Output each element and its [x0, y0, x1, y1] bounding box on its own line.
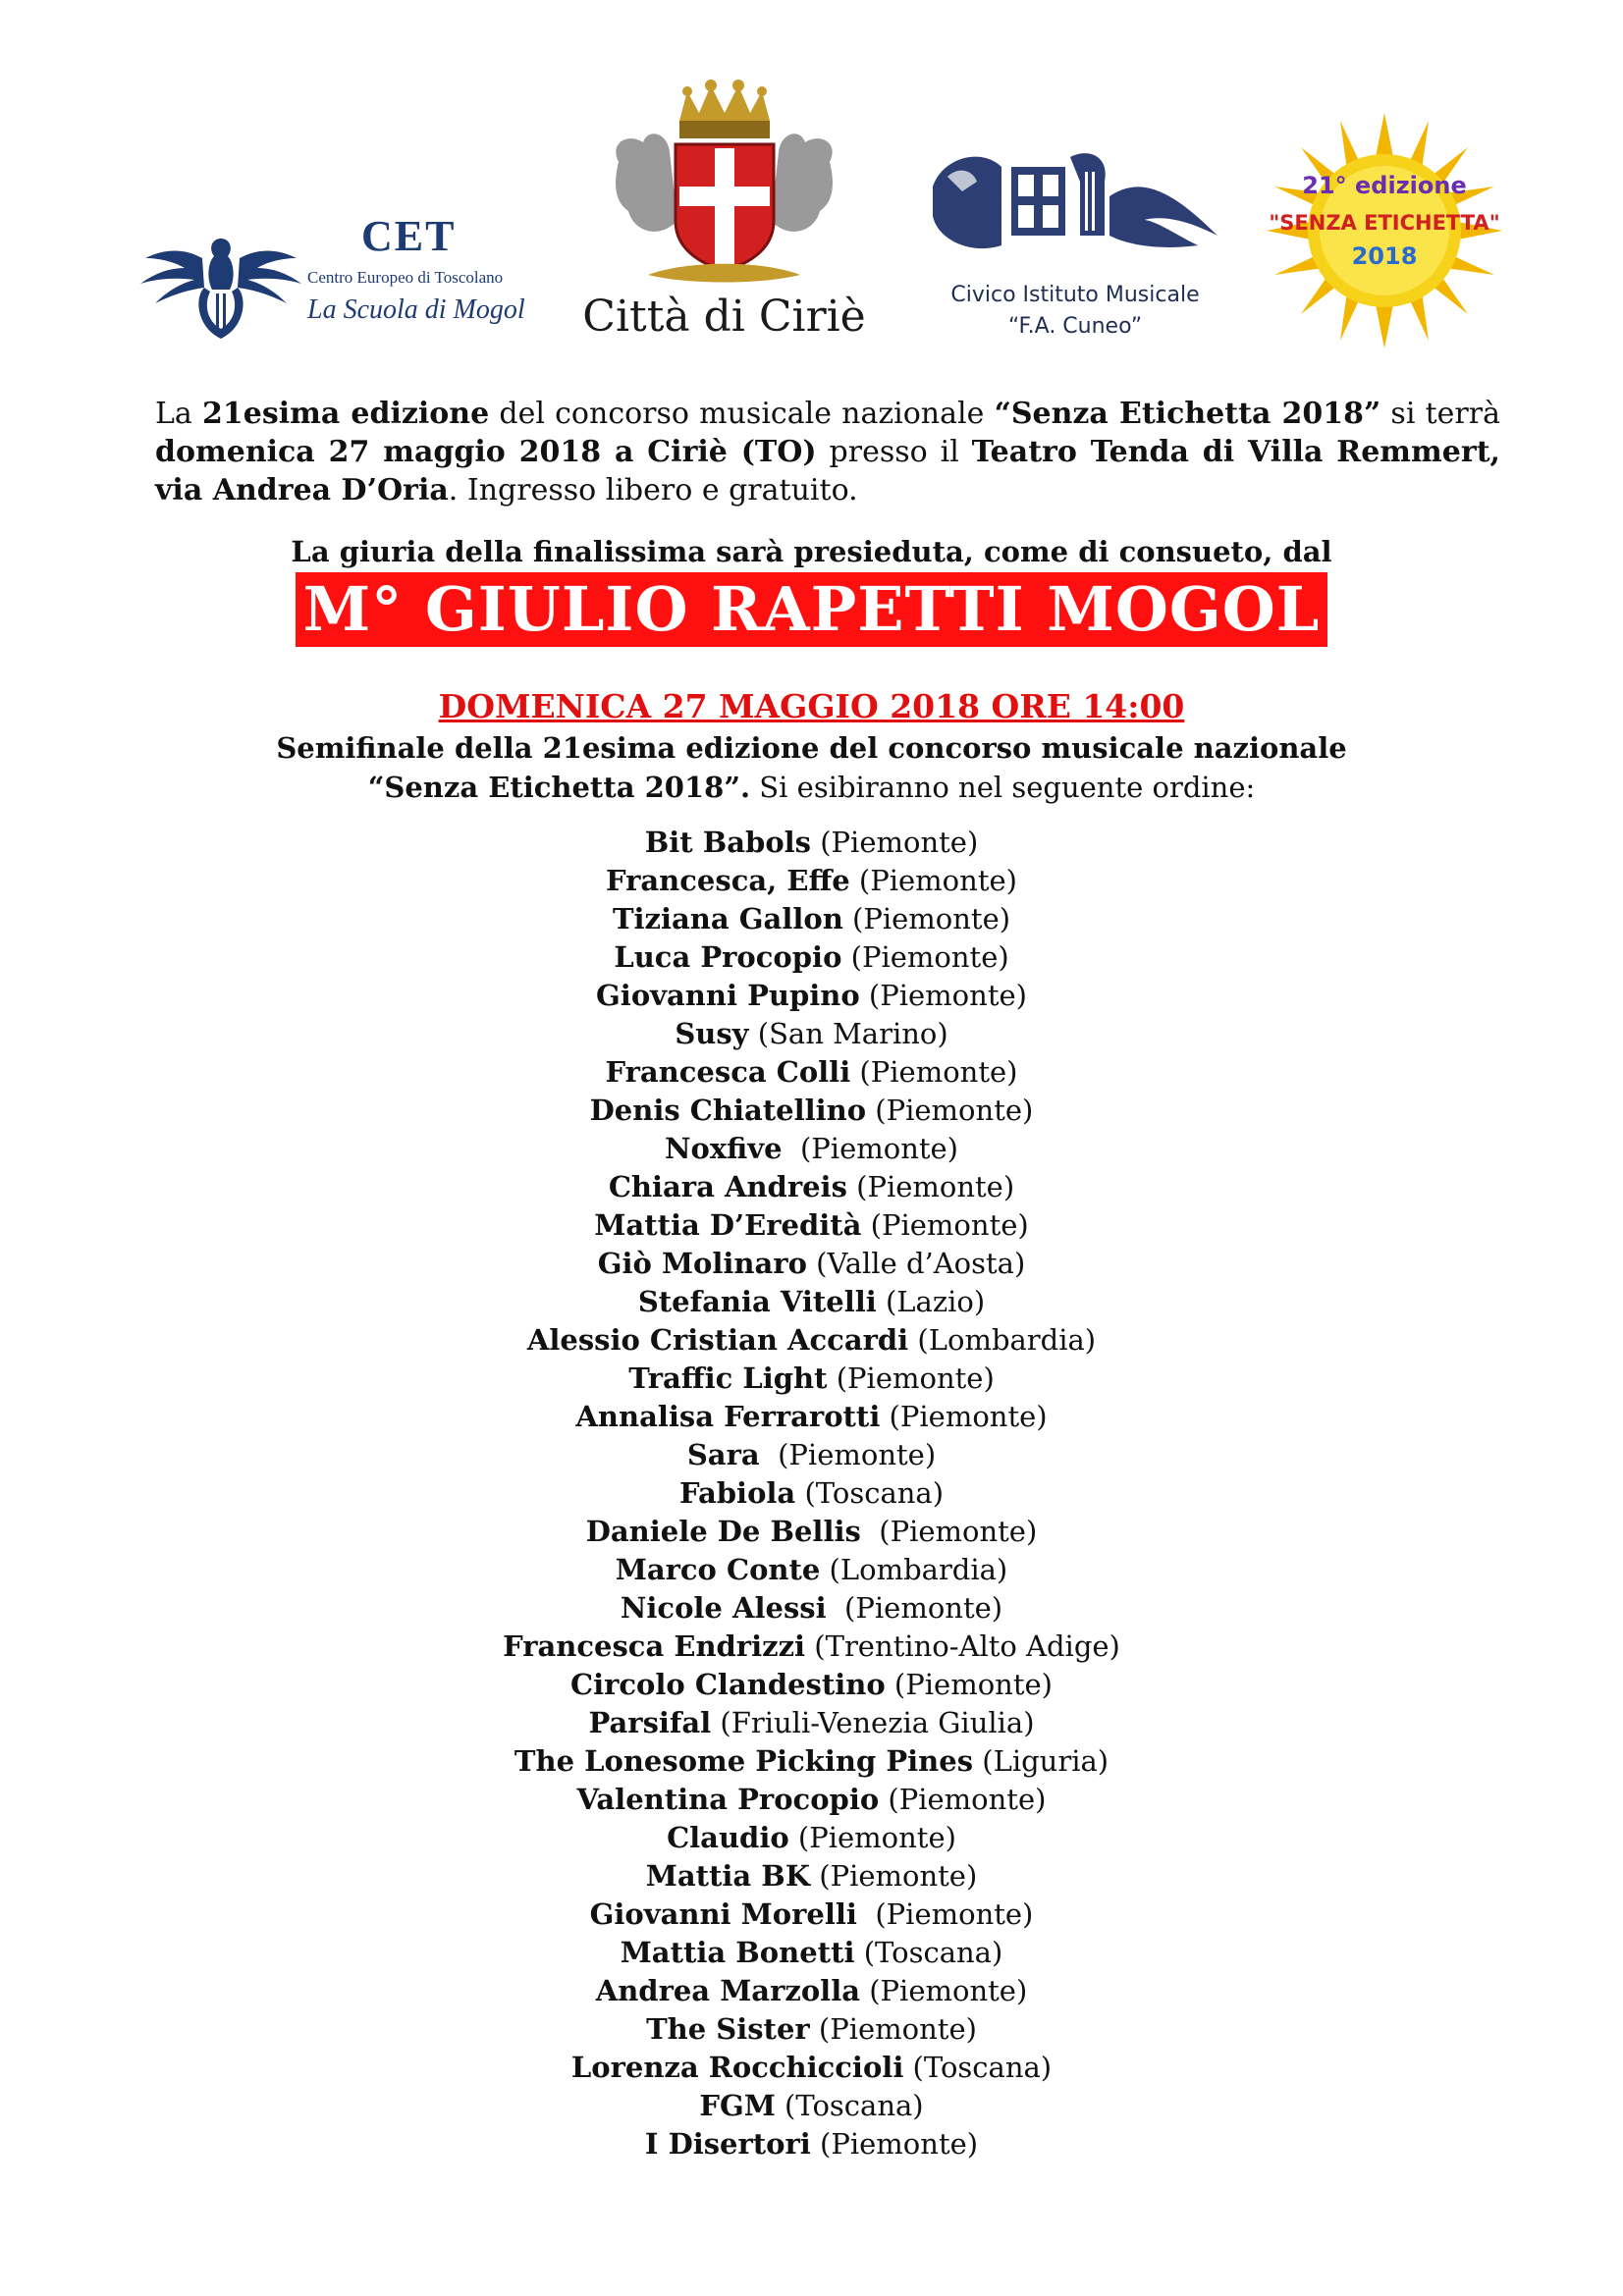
list-item: [0, 1742, 1623, 1781]
badge-edition: 21° edizione: [1302, 172, 1467, 199]
performer-region: (Lazio): [876, 1285, 986, 1318]
cet-tagline: La Scuola di Mogol: [307, 294, 525, 325]
list-item: [0, 900, 1623, 938]
intro-date-place: domenica 27 maggio 2018 a Ciriè (TO): [155, 435, 817, 469]
list-item: [0, 2010, 1623, 2049]
performer-name: Nicole Alessi: [620, 1591, 827, 1625]
performer-name: Mattia Bonetti: [620, 1936, 855, 1969]
performer-name: Sara: [686, 1438, 760, 1471]
intro-text: . Ingresso libero e gratuito.: [448, 473, 858, 507]
performer-name: Giovanni Pupino: [596, 979, 860, 1012]
list-item: [0, 1321, 1623, 1360]
list-item: [0, 1092, 1623, 1130]
cet-logo: [126, 211, 538, 358]
intro-venue: Teatro Tenda di Villa Remmert, via Andrea D’Oria: [155, 435, 1500, 507]
intro-text: presso il: [816, 435, 972, 469]
performer-name: Denis Chiatellino: [589, 1094, 867, 1127]
performer-name: Annalisa Ferrarotti: [575, 1400, 881, 1433]
performer-region: (Piemonte): [861, 1208, 1029, 1242]
performer-name: Marco Conte: [615, 1553, 821, 1586]
performer-region: (Toscana): [903, 2051, 1053, 2084]
list-item: [0, 1934, 1623, 1972]
performer-name: Giò Molinaro: [597, 1247, 807, 1280]
list-item: [0, 1245, 1623, 1283]
performer-name: Chiara Andreis: [608, 1170, 847, 1203]
coat-of-arms-icon: [589, 74, 859, 294]
list-item: [0, 1168, 1623, 1206]
performer-region: (Friuli-Venezia Giulia): [711, 1706, 1035, 1739]
list-item: [0, 1130, 1623, 1168]
performer-name: Mattia D’Eredità: [594, 1208, 862, 1242]
performer-name: Valentina Procopio: [576, 1783, 880, 1816]
list-item: [0, 1589, 1623, 1628]
list-item: [0, 1398, 1623, 1436]
performer-name: I Disertori: [644, 2127, 811, 2161]
performer-name: Daniele De Bellis: [585, 1515, 861, 1548]
list-item: [0, 1819, 1623, 1857]
list-item: [0, 1972, 1623, 2010]
list-item: [0, 1896, 1623, 1934]
performer-region: (Piemonte): [827, 1362, 995, 1395]
performer-region: (Piemonte): [860, 1515, 1038, 1548]
performer-name: Alessio Cristian Accardi: [526, 1323, 909, 1357]
list-item: [0, 2125, 1623, 2163]
performer-region: (Lombardia): [820, 1553, 1008, 1586]
intro-paragraph: [155, 395, 1500, 509]
performer-region: (Piemonte): [885, 1668, 1053, 1701]
performer-region: (Toscana): [795, 1476, 945, 1510]
performer-region: (Liguria): [973, 1744, 1109, 1778]
performer-name: The Sister: [646, 2012, 810, 2046]
semifinal-contest-name: “Senza Etichetta 2018”.: [367, 771, 751, 804]
performer-name: Mattia BK: [645, 1859, 811, 1893]
badge-year: 2018: [1351, 242, 1418, 270]
maestro-name: M° GIULIO RAPETTI MOGOL: [296, 572, 1328, 647]
list-item: [0, 977, 1623, 1015]
lyre-wings-icon: [126, 219, 317, 348]
date-heading: DOMENICA 27 MAGGIO 2018 ORE 14:00: [438, 687, 1185, 725]
performer-region: (Toscana): [854, 1936, 1003, 1969]
performer-name: Claudio: [667, 1821, 789, 1854]
performer-region: (Toscana): [775, 2089, 924, 2122]
semifinal-order-text: Si esibiranno nel seguente ordine:: [750, 771, 1256, 804]
list-item: [0, 1015, 1623, 1053]
cet-subtitle: Centro Europeo di Toscolano: [307, 268, 504, 287]
performer-region: (Piemonte): [846, 1170, 1015, 1203]
list-item: [0, 1053, 1623, 1092]
performer-list: [0, 824, 1623, 2163]
performer-region: (Piemonte): [782, 1132, 958, 1165]
civico-name: Civico Istituto Musicale: [950, 283, 1200, 307]
performer-region: (Piemonte): [841, 940, 1009, 974]
list-item: [0, 938, 1623, 977]
performer-name: Tiziana Gallon: [612, 902, 843, 935]
performer-name: Circolo Clandestino: [570, 1668, 886, 1701]
performer-region: (Valle d’Aosta): [806, 1247, 1026, 1280]
performer-region: (Piemonte): [826, 1591, 1003, 1625]
intro-text: del concorso musicale nazionale: [489, 397, 995, 431]
performer-name: Giovanni Morelli: [589, 1897, 857, 1931]
list-item: [0, 2049, 1623, 2087]
performer-region: (Piemonte): [810, 1859, 978, 1893]
performer-name: Lorenza Rocchiccioli: [570, 2051, 904, 2084]
performer-region: (Piemonte): [866, 1094, 1034, 1127]
performer-name: FGM: [699, 2089, 776, 2122]
performer-region: (Piemonte): [810, 2127, 979, 2161]
list-item: [0, 1857, 1623, 1896]
list-item: [0, 1628, 1623, 1666]
performer-name: Francesca Endrizzi: [503, 1629, 806, 1663]
performer-region: (Piemonte): [849, 864, 1017, 897]
semifinal-line2: [0, 771, 1623, 804]
list-item: [0, 1206, 1623, 1245]
performer-region: (Piemonte): [788, 1821, 956, 1854]
list-item: [0, 1474, 1623, 1513]
performer-name: Francesca, Effe: [606, 864, 850, 897]
performer-name: Noxfive: [665, 1132, 783, 1165]
list-item: [0, 1436, 1623, 1474]
performer-region: (Piemonte): [860, 1974, 1028, 2007]
performer-name: Traffic Light: [628, 1362, 828, 1395]
performer-region: (Piemonte): [759, 1438, 937, 1471]
music-emblem-icon: [923, 137, 1222, 260]
intro-edition: 21esima edizione: [202, 397, 490, 431]
civico-istituto-logo: [918, 137, 1232, 344]
list-item: [0, 824, 1623, 862]
intro-text: si terrà: [1380, 397, 1500, 431]
performer-region: (Piemonte): [859, 979, 1027, 1012]
civico-subname: “F.A. Cuneo”: [1007, 314, 1143, 339]
performer-name: Susy: [675, 1017, 749, 1050]
performer-region: (San Marino): [748, 1017, 948, 1050]
intro-text: La: [155, 397, 202, 431]
semifinal-line1: Semifinale della 21esima edizione del concorso musicale nazionale: [276, 731, 1347, 765]
performer-region: (Piemonte): [811, 826, 979, 859]
list-item: [0, 1781, 1623, 1819]
performer-region: (Piemonte): [842, 902, 1011, 935]
intro-contest-name: “Senza Etichetta 2018”: [994, 397, 1381, 431]
performer-region: (Trentino-Alto Adige): [805, 1629, 1120, 1663]
performer-name: Bit Babols: [644, 826, 812, 859]
maestro-banner: [0, 572, 1623, 647]
badge-title: "SENZA ETICHETTA": [1269, 211, 1500, 235]
jury-line: La giuria della finalissima sarà presieduta, come di consueto, dal: [291, 535, 1332, 568]
performer-name: Stefania Vitelli: [637, 1285, 877, 1318]
edition-badge: [1267, 113, 1502, 348]
performer-name: Andrea Marzolla: [595, 1974, 861, 2007]
performer-name: The Lonesome Picking Pines: [514, 1744, 974, 1778]
list-item: [0, 1360, 1623, 1398]
list-item: [0, 1666, 1623, 1704]
performer-region: (Piemonte): [850, 1055, 1018, 1089]
list-item: [0, 1551, 1623, 1589]
list-item: [0, 2087, 1623, 2125]
cirie-logo: [574, 74, 874, 342]
list-item: [0, 1513, 1623, 1551]
performer-region: (Piemonte): [879, 1783, 1047, 1816]
performer-region: (Lombardia): [908, 1323, 1097, 1357]
list-item: [0, 1704, 1623, 1742]
performer-region: (Piemonte): [809, 2012, 977, 2046]
list-item: [0, 1283, 1623, 1321]
list-item: [0, 862, 1623, 900]
cet-title: CET: [361, 212, 457, 260]
performer-name: Francesca Colli: [605, 1055, 851, 1089]
performer-region: (Piemonte): [880, 1400, 1048, 1433]
performer-name: Fabiola: [678, 1476, 796, 1510]
performer-region: (Piemonte): [856, 1897, 1034, 1931]
performer-name: Parsifal: [588, 1706, 712, 1739]
performer-name: Luca Procopio: [614, 940, 842, 974]
cirie-name: Città di Ciriè: [582, 292, 866, 342]
